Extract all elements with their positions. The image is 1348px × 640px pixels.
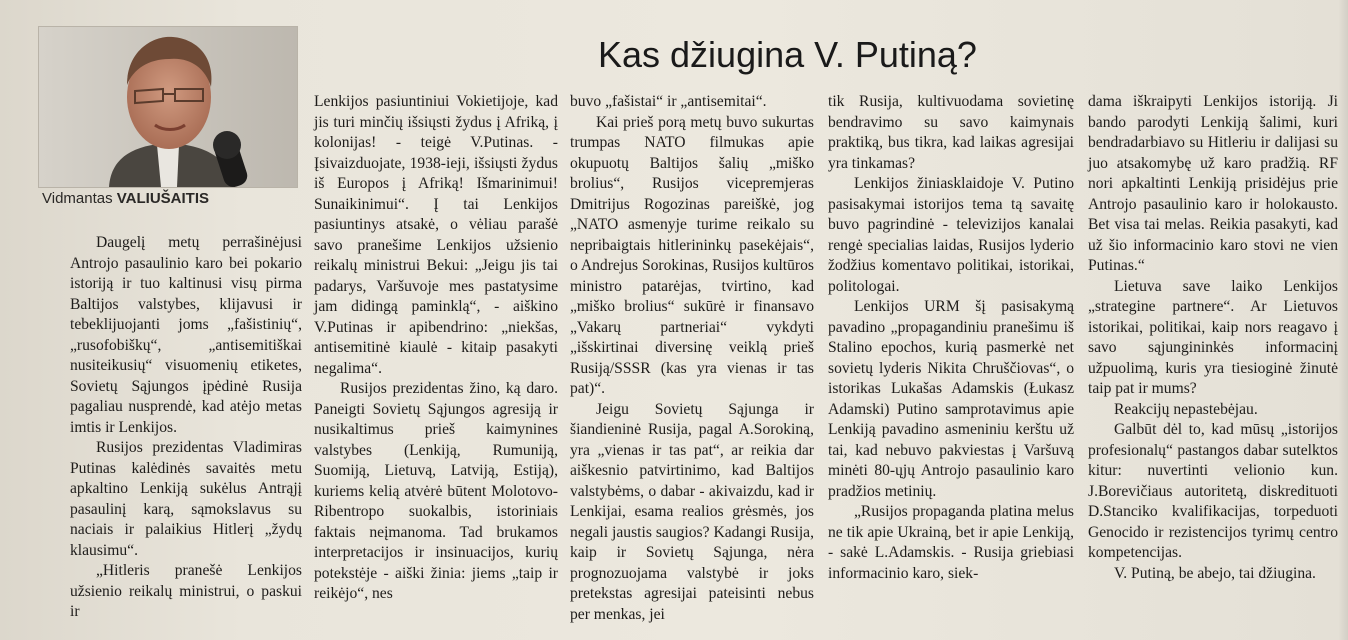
- paragraph: Rusijos prezidentas žino, ką daro. Paneigti Sovietų Sąjungos agresiją ir nusikaltimus prieš kaimynines valstybes (Lenkiją, Rumuniją, Suomiją, Lietuvą, Latviją, Estiją), kuriems kelią atvėrė būtent Molotovo-Ribentropo suokalbis, istoriniais faktais neįmanoma. Tad brukamos interpretacijos ir insinuacijos, kurių potekstėje - aiški žinia: jiems „taip ir reikėjo“, nes: [314, 380, 558, 602]
- paragraph: dama iškraipyti Lenkijos istoriją. Ji bando parodyti Lenkiją šalimi, kuri bendradarbiavo su Hitleriu ir dalijasi su juo atsakomybę už karo pradžią. RF nori apkaltinti Lenkiją prisidėjus prie Antrojo pasaulinio karo ir holokausto. Bet visa tai melas. Reikia pasakyti, kad už šio informacinio karo stovi ne vien Putinas.“: [1088, 93, 1338, 274]
- article-title: Kas džiugina V. Putiną?: [598, 34, 977, 75]
- paragraph: Kai prieš porą metų buvo sukurtas trumpas NATO filmukas apie okupuotų Baltijos šalių „miško brolius“, Rusijos vicepremjeras Dmitrijus Rogozinas pareiškė, jog „NATO asmenyje turime reikalo su nepribaigtais hitlerininkų pasekėjais“, o Andrejus Sorokinas, Rusijos kultūros ministro patarėjas, tvirtino, kad „miško brolius“ sukūrė ir finansavo „Vakarų partneriai“ vykdyti „išskirtinai diversinę veiklą prieš Rusiją/SSSR (kas yra vienas ir tas pat)“.: [570, 113, 814, 397]
- paragraph: Lenkijos pasiuntiniui Vokietijoje, kad jis turi minčių išsiųsti žydus į Afriką, į kolonijas! - teigė V.Putinas. - Įsivaizduojate, 1938-ieji, išsiųsti žydus iš Europos į Afriką! Išmarinimui! Sunaikinimui“. Į tai Lenkijos pasiuntinys atsakė, o vėliau parašė savo pranešime Lenkijos užsienio reikalų ministrui Bekui: „Jeigu jis tai padarys, Varšuvoje mes pastatysime jam didingą paminklą“, - aiškino V.Putinas ir apibendrino: „niekšas, antisemitinė kiaulė - kitaip pasakyti negalima“.: [314, 93, 558, 377]
- paragraph: „Rusijos propaganda platina melus ne tik apie Ukrainą, bet ir apie Lenkiją, - sakė L.Adamskis. - Rusija griebiasi informacinio karo, siek-: [828, 503, 1074, 582]
- paragraph: „Hitleris pranešė Lenkijos užsienio reikalų ministrui, o paskui ir: [70, 562, 302, 620]
- author-photo: [38, 26, 298, 188]
- paragraph: Reakcijų nepastebėjau.: [1114, 400, 1258, 418]
- paragraph: Lietuva save laiko Lenkijos „strategine partnere“. Ar Lietuvos istorikai, politikai, kaip nors reagavo į savo sąjungininkės informacinį užpuolimą, kuris yra tiesioginė žinutė taip pat ir mums?: [1088, 277, 1338, 397]
- text-column-4: [828, 92, 1074, 584]
- author-first-name: Vidmantas: [42, 190, 113, 207]
- paragraph: Lenkijos URM šį pasisakymą pavadino „propagandiniu pranešimu iš Stalino epochos, kurią pasmerkė net sovietų lyderis Nikita Chruščiovas“, o istorikas Lukašas Adamskis (Łukasz Adamski) Putino samprotavimus apie Lenkiją pavadino asmeniniu kerštu už tai, kad nebuvo pakviestas į Varšuvą minėti 80-ųjų Antrojo pasaulinio karo pradžios metinių.: [828, 298, 1074, 500]
- paragraph: Rusijos prezidentas Vladimiras Putinas kalėdinės savaitės metu apkaltino Lenkiją sukėlus Antrąjį pasaulinį karą, sąmokslavus su naciais ir palaikius Hitlerį „žydų klausimu“.: [70, 439, 302, 559]
- author-last-name: VALIUŠAITIS: [116, 190, 210, 207]
- text-column-2: [314, 92, 558, 605]
- paragraph: V. Putiną, be abejo, tai džiugina.: [1114, 564, 1316, 582]
- paragraph: Jeigu Sovietų Sąjunga ir šiandieninė Rusija, pagal A.Sorokiną, yra „vienas ir tas pat“, ar reikia dar aiškesnio patvirtinimo, kad Baltijos valstybėms, o dabar - akivaizdu, kad ir Lenkijai, esama realios grėsmės, jos negali jaustis saugios? Kadangi Rusija, kaip ir Sovietų Sąjunga, nėra prognozuojama valstybė ir joks pretekstas agresijai pateisinti nebus per menkas, jei: [570, 400, 814, 623]
- author-caption: [42, 190, 209, 207]
- paragraph: tik Rusija, kultivuodama sovietinę bendravimo su savo kaimynais praktiką, bus tikra, kad laikas agresijai yra tinkamas?: [828, 93, 1074, 172]
- paragraph: Galbūt dėl to, kad mūsų „istorijos profesionalų“ pastangos dabar sutelktos kitur: nuvertinti velionio kun. J.Borevičiaus autoritetą, diskredituoti D.Stanciko kvalifikacijas, torpeduoti Genocido ir rezistencijos tyrimų centro kompetencijas.: [1088, 421, 1338, 561]
- text-column-5: [1088, 92, 1338, 584]
- paragraph: Lenkijos žiniasklaidoje V. Putino pasisakymai istorijos tema tą savaitę buvo pagrindinė - televizijos kanalai rengė specialias laidas, Rusijos lyderio žodžius komentavo politikai, istorikai, politologai.: [828, 175, 1074, 295]
- page-edge-shadow: [1338, 0, 1348, 640]
- paragraph: Daugelį metų perrašinėjusi Antrojo pasaulinio karo bei pokario istoriją ir tuo kaltinusi visų pirma Baltijos valstybes, klijavusi ir tebeklijuojanti joms „fašistinių“, „rusofobiškų“, „antisemitiškai nusiteikusių“ visuomenių etiketes, Sovietų Sąjungos įpėdinė Rusija pagaliau nusprendė, kad atėjo metas imtis ir Lenkijos.: [70, 234, 302, 436]
- paragraph: buvo „fašistai“ ir „antisemitai“.: [570, 93, 767, 110]
- text-column-3: [570, 92, 814, 625]
- text-column-1: [70, 233, 302, 623]
